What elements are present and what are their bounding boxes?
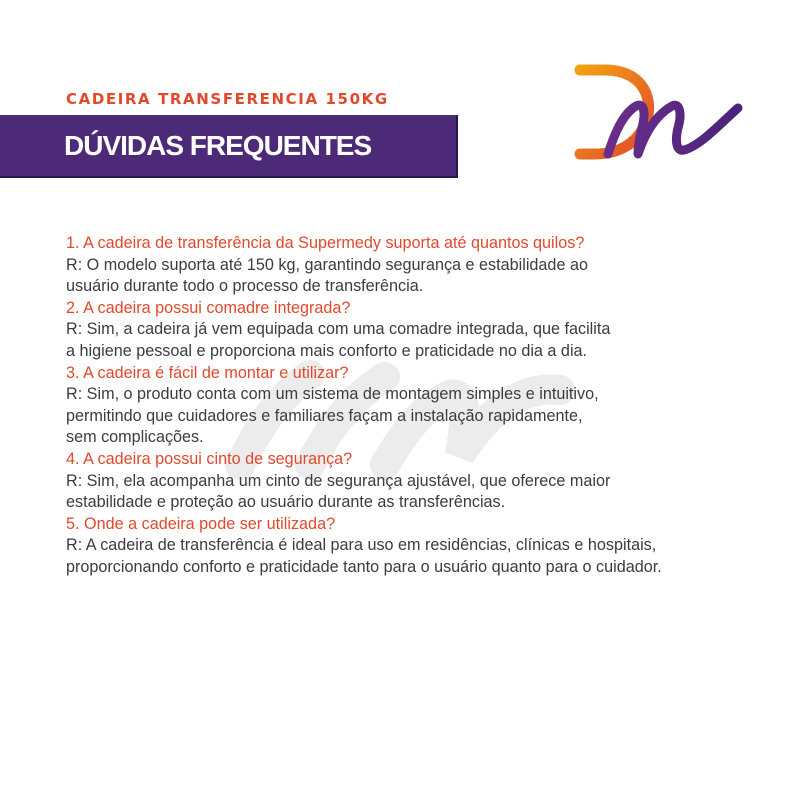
faq-item — [66, 233, 786, 298]
faq-answer-line: proporcionando conforto e praticidade tanto para o usuário quanto para o cuidador. — [66, 557, 662, 576]
faq-question: 3. A cadeira é fácil de montar e utilizar? — [66, 363, 349, 382]
faq-answer-line: estabilidade e proteção ao usuário durante as transferências. — [66, 493, 506, 512]
dm-logo-icon — [560, 62, 750, 162]
faq-item — [66, 449, 786, 514]
faq-item — [66, 514, 786, 579]
faq-question: 1. A cadeira de transferência da Supermedy suporta até quantos quilos? — [66, 234, 585, 252]
faq-list — [66, 233, 786, 579]
faq-answer-line: a higiene pessoal e proporciona mais conforto e praticidade no dia a dia. — [66, 341, 588, 360]
faq-question: 5. Onde a cadeira pode ser utilizada? — [66, 514, 336, 533]
faq-answer-line: R: Sim, a cadeira já vem equipada com uma comadre integrada, que facilita — [66, 320, 611, 339]
faq-answer-line: permitindo que cuidadores e familiares façam a instalação rapidamente, — [66, 406, 583, 425]
faq-item — [66, 298, 786, 363]
faq-answer-line: R: O modelo suporta até 150 kg, garantindo segurança e estabilidade ao — [66, 255, 588, 274]
product-subtitle: CADEIRA TRANSFERENCIA 150KG — [66, 90, 389, 108]
faq-answer-line: R: A cadeira de transferência é ideal para uso em residências, clínicas e hospitais, — [66, 536, 657, 555]
title-banner — [0, 115, 458, 178]
page-title: DÚVIDAS FREQUENTES — [64, 130, 372, 161]
faq-question: 4. A cadeira possui cinto de segurança? — [66, 449, 353, 468]
faq-question: 2. A cadeira possui comadre integrada? — [66, 298, 351, 317]
faq-answer-line: R: Sim, o produto conta com um sistema de montagem simples e intuitivo, — [66, 385, 599, 404]
faq-answer-line: sem complicações. — [66, 428, 204, 447]
faq-answer-line: usuário durante todo o processo de transferência. — [66, 277, 424, 296]
faq-answer-line: R: Sim, ela acompanha um cinto de segurança ajustável, que oferece maior — [66, 471, 611, 490]
faq-item — [66, 363, 786, 449]
